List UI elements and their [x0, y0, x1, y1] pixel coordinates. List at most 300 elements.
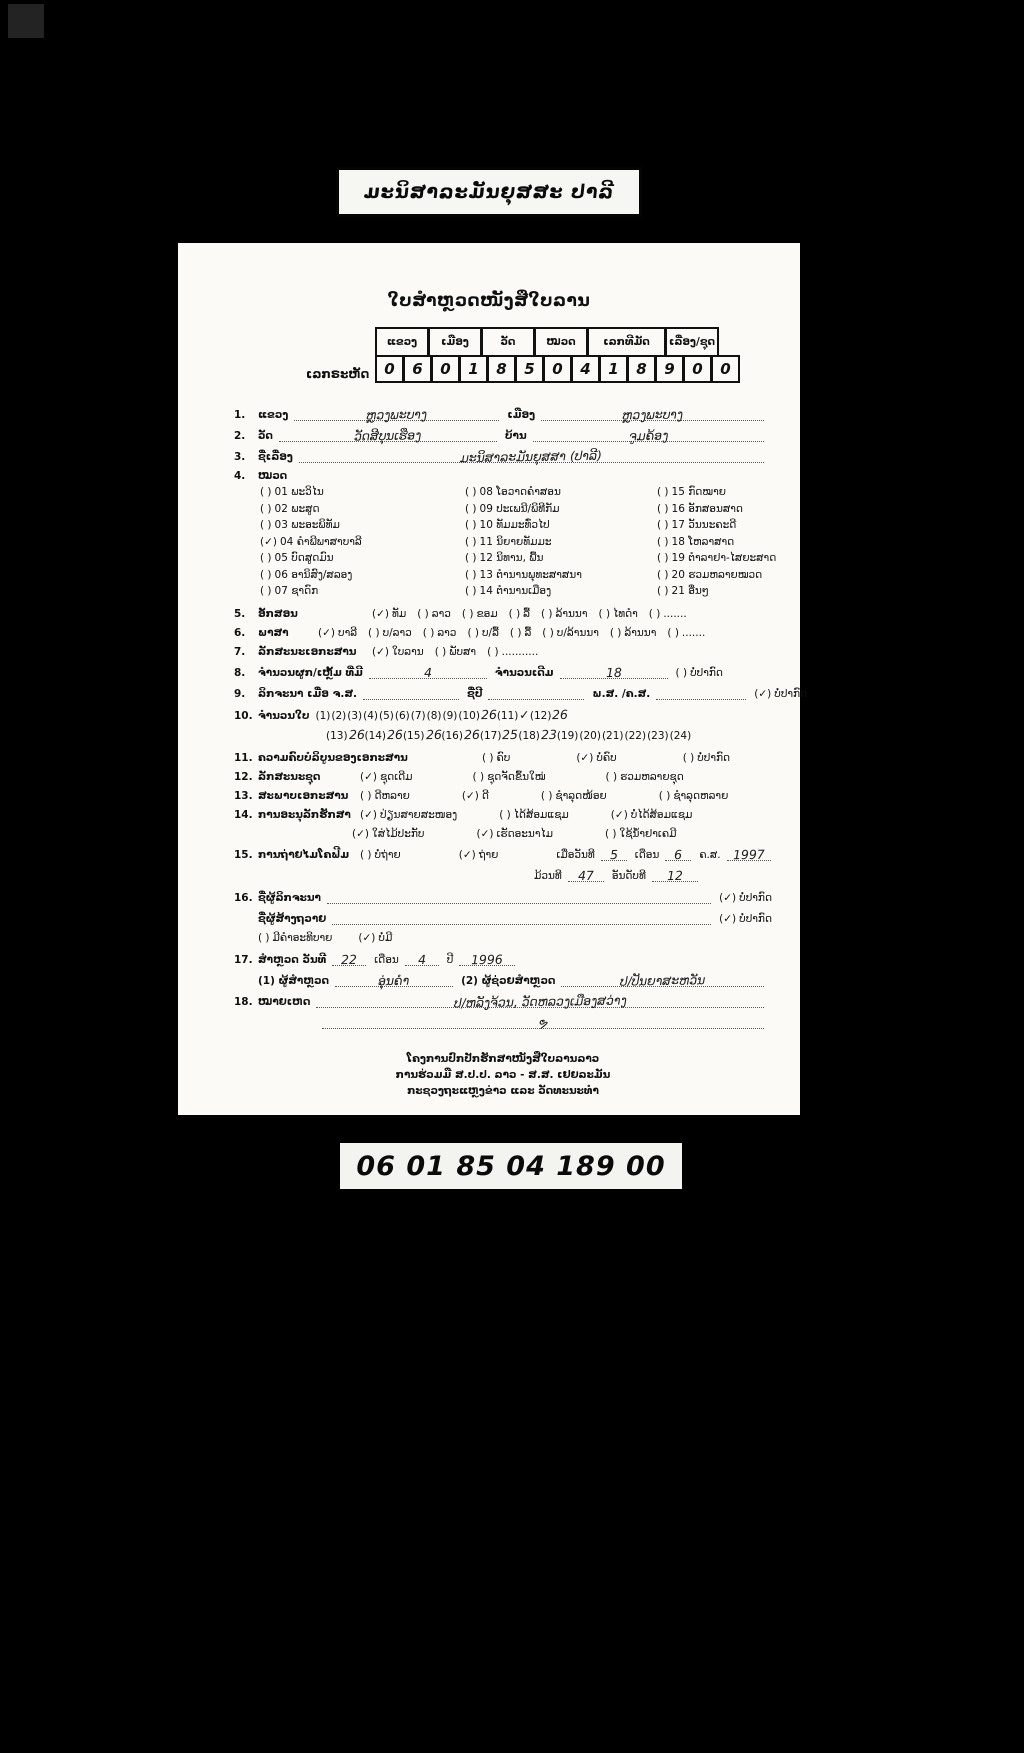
code-digit: 4 — [571, 355, 599, 383]
item-number: 4. — [234, 470, 246, 482]
category-option-label: 08 ໂອວາດຄຳສອນ — [479, 486, 561, 498]
conservation-label: ການອະນຸລັກຮັກສາ — [258, 808, 351, 821]
checkbox-mark: ( ) — [657, 519, 669, 531]
checkbox-mark: ( ) — [605, 770, 618, 783]
remarks-line-2 — [322, 1015, 772, 1029]
checkbox-option — [719, 892, 772, 904]
microfilm-day-field — [601, 847, 627, 861]
checkbox-mark: ( ) — [657, 552, 669, 564]
checkbox-mark: ( ) — [260, 568, 272, 581]
leaf-index: (15) — [402, 729, 425, 742]
checkbox-mark: ( ) — [422, 626, 435, 639]
checkbox-option — [611, 809, 693, 821]
category-option — [260, 534, 465, 551]
survey-day-field — [332, 952, 366, 966]
checkbox-option — [659, 790, 729, 802]
remarks-handwriting: ປ/ຫລັງຈ້ວນ, ວັດຫລວງເມືອງສວ່າງ — [453, 991, 627, 1011]
leaf-count-cell — [529, 706, 569, 722]
assistant-surveyor-field — [561, 973, 764, 987]
category-option-label: 10 ທັມມະທົ່ວໄປ — [479, 519, 550, 531]
option-label: ຊຸດເດີມ — [380, 770, 413, 783]
form-item-survey-date — [234, 952, 772, 966]
item-number: 14. — [234, 808, 253, 821]
checkbox-option — [473, 771, 546, 783]
checkbox-mark: ( ) — [465, 585, 477, 597]
leaf-count-cell — [364, 726, 404, 742]
checkbox-mark: ( ) — [360, 789, 372, 802]
category-option — [657, 501, 798, 518]
option-label: ດີຫລາຍ — [374, 789, 410, 802]
form-item-completeness — [234, 752, 772, 764]
option-label: ບໍ່ປາກົດ — [739, 912, 772, 925]
checkbox-option — [606, 771, 684, 783]
category-option — [657, 550, 798, 567]
checkbox-mark: (✓) — [576, 751, 594, 764]
option-label: ໃສ່ໄມ້ປະກັບ — [372, 827, 425, 840]
code-digit: 0 — [375, 355, 403, 383]
item-number: 5. — [234, 607, 246, 620]
leaf-index: (1) — [315, 709, 331, 722]
checkbox-mark: (✓) — [461, 789, 479, 802]
form-item-category — [234, 470, 772, 482]
checkbox-option — [499, 809, 569, 821]
checkbox-mark: ( ) — [482, 751, 494, 764]
category-option-label: 12 ນິທານ, ພື້ນ — [479, 552, 544, 564]
completeness-label: ຄວາມຄົບບໍລິບູນຂອງເອກະສານ — [258, 751, 408, 764]
form-item-condition — [234, 790, 772, 802]
code-digit: 8 — [627, 355, 655, 383]
leaf-index: (18) — [518, 729, 540, 742]
leaf-index: (22) — [624, 729, 647, 742]
checkbox-mark: ( ) — [465, 502, 477, 515]
leaf-index: (14) — [364, 729, 387, 742]
leaf-index: (20) — [579, 729, 601, 742]
item-number: 2. — [234, 430, 246, 442]
checkbox-option — [372, 608, 406, 620]
code-digit: 1 — [599, 355, 627, 383]
reel-label: ມ້ວນທີ — [534, 869, 562, 882]
option-label: ບໍ່ມີ — [378, 931, 393, 944]
buddhist-era-field — [656, 686, 746, 700]
option-label: ພັບສາ — [449, 645, 477, 658]
checkbox-mark: ( ) — [465, 535, 477, 548]
form-item-conservation — [234, 809, 772, 821]
original-count-label: ຈຳນວນເດີມ — [494, 666, 554, 679]
completeness-options — [482, 752, 796, 764]
checkbox-mark: (✓) — [352, 827, 369, 840]
item-number: 16. — [234, 891, 253, 904]
category-option — [657, 534, 798, 551]
category-option-label: 05 ບົດສູດມົນ — [274, 552, 334, 564]
checkbox-option — [467, 627, 498, 639]
checkbox-mark: ( ) — [260, 552, 272, 564]
condition-options — [360, 790, 780, 802]
col-header-bundle-no: ເລກທີມັດ — [587, 327, 665, 357]
leaf-count-handwriting: 26 — [480, 706, 497, 722]
leaf-count-cell — [315, 710, 331, 722]
leaf-count-cell — [402, 726, 442, 742]
item-number: 15. — [234, 848, 253, 861]
remarks-label: ໝາຍເຫດ — [258, 995, 311, 1008]
code-digit: 6 — [403, 355, 431, 383]
leaf-count-cell — [625, 730, 648, 742]
checkbox-mark: (✓) — [719, 891, 737, 904]
checkbox-mark: (✓) — [360, 770, 377, 783]
leaf-index: (3) — [347, 709, 363, 722]
category-option-label: 01 ພະວິໄນ — [274, 486, 324, 498]
leaf-count-handwriting: 23 — [540, 726, 557, 742]
reel-index-label: ອັນດັບທີ — [611, 869, 646, 882]
leaf-count-cell — [479, 726, 519, 742]
catalog-code-box — [340, 1143, 682, 1189]
category-option-label: 07 ຊາດົກ — [274, 585, 319, 597]
col-header-temple: ວັດ — [481, 327, 534, 357]
leaf-index: (8) — [426, 709, 442, 722]
category-option-label: 03 ພະອະພິທັມ — [274, 519, 340, 531]
checkbox-mark: ( ) — [657, 535, 669, 548]
checkbox-mark: ( ) — [417, 607, 429, 620]
item-number: 10. — [234, 709, 253, 722]
category-option — [465, 550, 657, 567]
code-number-table — [375, 327, 740, 383]
code-table-digit-row — [375, 355, 740, 383]
condition-label: ສະພາບເອກະສານ — [258, 789, 349, 802]
item-number: 3. — [234, 451, 246, 463]
option-label: ຄົບ — [496, 751, 511, 764]
checkbox-option — [605, 828, 676, 840]
category-option-label: 14 ຕຳນານເມືອງ — [479, 585, 552, 597]
checkbox-mark: ( ) — [465, 552, 477, 564]
option-label: ໄດ້ສ້ອມແຊມ — [513, 808, 569, 821]
microfilm-date-label: ເມື່ອວັນທີ — [556, 848, 595, 861]
microfilm-label: ການຖ່າຍໄມໂຄຟີມ — [258, 848, 350, 861]
form-item-scribe — [234, 890, 772, 904]
conservation-options-line2 — [352, 828, 728, 840]
checkbox-option — [649, 608, 687, 620]
category-option-label: 06 ອານິສົງ/ສລອງ — [274, 568, 353, 581]
option-label: ດີ — [481, 789, 489, 802]
survey-year-label: ປີ — [446, 953, 454, 966]
form-title: ໃບສຳຫຼວດໜັງສືໃບລານ — [387, 291, 591, 311]
province-field — [294, 407, 499, 421]
leaf-count-handwriting: 25 — [502, 726, 519, 742]
checkbox-option — [476, 828, 553, 840]
checkbox-mark: (✓) — [372, 645, 389, 658]
checkbox-option — [462, 790, 489, 802]
manuscript-title-box — [336, 167, 642, 217]
form-item-leaf-counts — [234, 707, 772, 722]
leaf-count-cell — [331, 710, 347, 722]
leaf-count-cell — [326, 726, 365, 742]
item-number: 7. — [234, 645, 246, 658]
form-item-fascicle-count — [234, 665, 772, 679]
leaf-count-cell — [579, 730, 602, 742]
leaf-index: (9) — [442, 709, 458, 722]
checkbox-option — [541, 608, 588, 620]
code-table-header-row — [375, 327, 740, 357]
leaf-count-cell — [647, 730, 670, 742]
remarks-field — [316, 991, 764, 1011]
checkbox-mark: (✓) — [260, 535, 277, 548]
option-label: ຊຳລຸດຫລາຍ — [673, 789, 729, 802]
checkbox-option — [487, 646, 538, 658]
checkbox-mark: ( ) — [260, 502, 272, 515]
leaf-index: (5) — [378, 709, 394, 722]
checkbox-mark: ( ) — [541, 607, 553, 620]
assistant-surveyor-label: (2) ຜູ້ຊ່ວຍສຳຫຼວດ — [461, 974, 556, 987]
option-label: ບໍ່ໄດ້ສ້ອມແຊມ — [630, 808, 693, 821]
checkbox-mark: ( ) — [657, 568, 669, 581]
surveyor-field — [335, 973, 453, 987]
manuscript-title: ມະນິສາລະມັນຍຸສສະ ປາລີ — [362, 181, 616, 203]
leaf-counts-row-2 — [326, 727, 772, 742]
item-number: 9. — [234, 687, 246, 700]
fascicle-count-field — [369, 665, 487, 679]
category-option — [465, 583, 657, 600]
survey-day: 22 — [341, 951, 358, 967]
leaf-count-row-1 — [315, 707, 568, 722]
checkbox-mark: (✓) — [610, 808, 628, 821]
leaf-count-cell — [347, 710, 363, 722]
checkbox-mark: ( ) — [509, 626, 522, 639]
option-label: ບໍ່ປາກົດ — [739, 891, 772, 904]
district-field — [541, 407, 764, 421]
temple-field — [279, 428, 497, 442]
checkbox-mark: ( ) — [682, 751, 695, 764]
microfilm-month: 6 — [674, 846, 683, 862]
checkbox-option — [683, 752, 730, 764]
donor-name-field — [332, 911, 711, 925]
option-label: ບໍ່ປາກົດ — [690, 666, 723, 679]
leaf-count-cell — [518, 726, 557, 742]
original-count-field — [560, 665, 668, 679]
option-label: ລື້ — [523, 607, 530, 620]
survey-form-sheet — [178, 243, 808, 1115]
checkbox-mark: (✓) — [754, 687, 772, 700]
option-label: ຊຸດຈັດຂຶ້ນໃໝ່ — [487, 770, 546, 783]
option-label: ຂອມ — [476, 607, 498, 620]
option-label: ລື້ — [524, 626, 532, 639]
checkbox-option — [541, 790, 607, 802]
checkbox-mark: ( ) — [657, 585, 669, 597]
scribe-name-field — [327, 890, 711, 904]
checkbox-mark: ( ) — [467, 626, 479, 639]
col-header-district: ເມືອງ — [428, 327, 481, 357]
category-option — [260, 550, 465, 567]
checkbox-mark: ( ) — [667, 626, 679, 639]
checkbox-option — [360, 790, 410, 802]
set-type-label: ລັກສະນະຊຸດ — [258, 770, 321, 783]
checkbox-mark: (✓) — [719, 912, 737, 925]
col-header-category: ໝວດ — [534, 327, 587, 357]
category-checklist — [260, 484, 777, 600]
leaf-index: (21) — [601, 729, 624, 742]
option-label: ຖ່າຍ — [478, 848, 499, 861]
leaf-index: (16) — [441, 729, 463, 742]
option-label: ລ້ານນາ — [555, 607, 588, 620]
category-option-label: 15 ກົດໝາຍ — [671, 486, 726, 498]
category-option-label: 02 ພະສູດ — [274, 502, 320, 515]
leaf-count-cell — [363, 710, 379, 722]
checkbox-option — [459, 849, 499, 861]
checkbox-option — [576, 752, 616, 764]
category-option — [465, 501, 657, 518]
category-option-label: 16 ອັກສອນສາດ — [671, 502, 743, 515]
option-label: ບ/ລ້ານນາ — [556, 626, 599, 639]
code-digit: 0 — [543, 355, 571, 383]
item-number: 13. — [234, 789, 253, 802]
leaf-index: (11) — [496, 709, 519, 722]
document-type-label: ລັກສະນະເອກະສານ — [258, 645, 357, 658]
year-name-label: ຊື່ປີ — [467, 687, 483, 700]
form-item-story-title — [234, 447, 772, 466]
leaf-count-cell — [379, 710, 395, 722]
checkbox-option — [318, 627, 357, 639]
checkbox-option — [754, 688, 807, 700]
checkbox-mark: ( ) — [260, 519, 272, 531]
category-option — [465, 484, 657, 501]
surveyor-signature: ອຸ່ນຄຳ — [378, 972, 410, 988]
col-header-story-set: ເລື່ອງ/ຊຸດ — [665, 327, 719, 357]
reel-field — [568, 868, 604, 882]
option-label: ເຮັດອະນາໄມ — [496, 827, 553, 840]
checkbox-mark: ( ) — [258, 931, 270, 944]
district-label: ເມືອງ — [507, 409, 536, 421]
item-number: 18. — [234, 995, 253, 1008]
checkbox-mark: (✓) — [458, 848, 476, 861]
reel-index-field — [652, 868, 698, 882]
checkbox-mark: ( ) — [658, 789, 671, 802]
footer-ministry-line: ກະຊວງຖະແຫຼງຂ່າວ ແລະ ວັດທະນະທຳ — [407, 1084, 599, 1097]
code-number-label: ເລກຣະຫັດ — [306, 367, 370, 381]
col-header-province: ແຂວງ — [375, 327, 428, 357]
script-options — [372, 608, 698, 620]
checkbox-option — [462, 608, 498, 620]
checkbox-option — [509, 608, 530, 620]
buddhist-era-label: ພ.ສ. /ຄ.ສ. — [592, 687, 651, 700]
item-number: 8. — [234, 666, 246, 679]
checkbox-option — [360, 849, 401, 861]
category-option-label: 11 ນິຍາຍທັມມະ — [479, 535, 552, 548]
original-count-handwriting: 18 — [605, 664, 622, 680]
category-label: ໝວດ — [258, 470, 288, 482]
option-label: ບໍ່ຖ່າຍ — [374, 848, 401, 861]
leaf-count-handwriting: 26 — [425, 726, 442, 742]
fascicle-count-handwriting: 4 — [423, 664, 432, 680]
form-item-remarks — [234, 991, 772, 1011]
checkbox-option — [610, 627, 657, 639]
category-option-label: 18 ໂຫລາສາດ — [671, 535, 735, 548]
form-item-document-type — [234, 646, 772, 658]
category-column-1 — [260, 484, 465, 600]
donor-line — [258, 911, 772, 925]
leaf-index: (10) — [458, 709, 480, 722]
survey-date-label: ສຳຫຼວດ ວັນທີ — [258, 953, 327, 966]
village-label: ບ້ານ — [504, 430, 527, 442]
checkbox-option — [360, 809, 457, 821]
checkbox-mark: ( ) — [540, 789, 553, 802]
assistant-surveyor-signature: ປ/ປັນຍາສະຫວັນ — [619, 971, 706, 989]
leaf-count-cell — [557, 730, 580, 742]
survey-year: 1996 — [471, 951, 504, 967]
checkbox-mark: ( ) — [508, 607, 521, 620]
category-option — [657, 583, 798, 600]
checkbox-mark: ( ) — [487, 645, 499, 658]
category-option — [465, 534, 657, 551]
checkbox-option — [352, 828, 424, 840]
province-label: ແຂວງ — [258, 409, 289, 421]
checkbox-mark: ( ) — [465, 568, 477, 581]
year-name-field — [488, 686, 584, 700]
story-title-label: ຊື່ເລື່ອງ — [258, 451, 293, 463]
category-column-2 — [465, 484, 657, 600]
code-digit: 1 — [459, 355, 487, 383]
leaf-count-handwriting: 26 — [386, 726, 404, 742]
checkbox-mark: ( ) — [465, 486, 477, 498]
fascicle-count-label: ຈຳນວນຜູກ/ເຫຼັ້ມ ທີ່ມີ — [258, 666, 363, 679]
option-label: ຊຳລຸດໜ້ອຍ — [555, 789, 607, 802]
leaf-index: (4) — [363, 709, 378, 722]
survey-month-field — [405, 952, 439, 966]
district-handwriting: ຫຼວງພະບາງ — [622, 406, 684, 423]
microfilm-month-field — [665, 847, 691, 861]
option-label: ........... — [501, 645, 539, 658]
checkbox-mark: (✓) — [318, 626, 335, 639]
survey-year-field — [459, 952, 515, 966]
checkbox-mark: ( ) — [472, 770, 485, 783]
checkbox-option — [667, 627, 705, 639]
item-number: 6. — [234, 626, 246, 639]
conservation-line-2 — [352, 828, 772, 840]
checkbox-mark: ( ) — [434, 645, 447, 658]
document-type-options — [372, 646, 549, 658]
option-label: ບ/ລື້ — [481, 626, 499, 639]
checkbox-option — [542, 627, 599, 639]
remarks-field-2 — [322, 1015, 764, 1029]
checkbox-option — [360, 771, 413, 783]
checkbox-mark: (✓) — [372, 607, 389, 620]
era-year-field — [363, 686, 459, 700]
checkbox-mark: ( ) — [360, 848, 372, 861]
leaf-count-label: ຈຳນວນໃບ — [258, 709, 310, 722]
code-digit: 8 — [487, 355, 515, 383]
category-option-label: 20 ຮວມຫລາຍໝວດ — [671, 568, 763, 581]
option-label: ທັມ — [392, 607, 407, 620]
checkbox-mark: ( ) — [648, 607, 661, 620]
checkbox-mark: (✓) — [360, 808, 377, 821]
form-item-set-type — [234, 771, 772, 783]
catalog-code: 06 01 85 04 189 00 — [356, 1150, 666, 1182]
leaf-count-cell — [458, 706, 497, 722]
leaf-count-cell — [602, 730, 625, 742]
option-label: ບໍ່ຄົບ — [596, 751, 617, 764]
leaf-count-handwriting: ✓ — [519, 706, 531, 722]
checkbox-mark: ( ) — [657, 486, 669, 498]
checkbox-mark: ( ) — [657, 502, 669, 515]
leaf-index: (7) — [410, 709, 426, 722]
category-column-3 — [657, 484, 798, 600]
category-option — [657, 567, 798, 584]
option-label: ລາວ — [431, 607, 451, 620]
checkbox-option — [372, 646, 424, 658]
story-title-handwriting: ມະນິສາລະມັນຍຸສສາ (ປາລີ) — [460, 447, 603, 466]
checkbox-mark: ( ) — [465, 519, 477, 531]
microfilm-year-field — [727, 847, 771, 861]
surveyor-label: (1) ຜູ້ສຳຫຼວດ — [258, 974, 330, 987]
checkbox-mark: ( ) — [542, 626, 554, 639]
footer-project-line: ໂຄງການປົກປັກຮັກສາໜັງສືໃບລານລາວ — [406, 1052, 600, 1065]
province-handwriting: ຫຼວງພະບາງ — [366, 406, 428, 423]
